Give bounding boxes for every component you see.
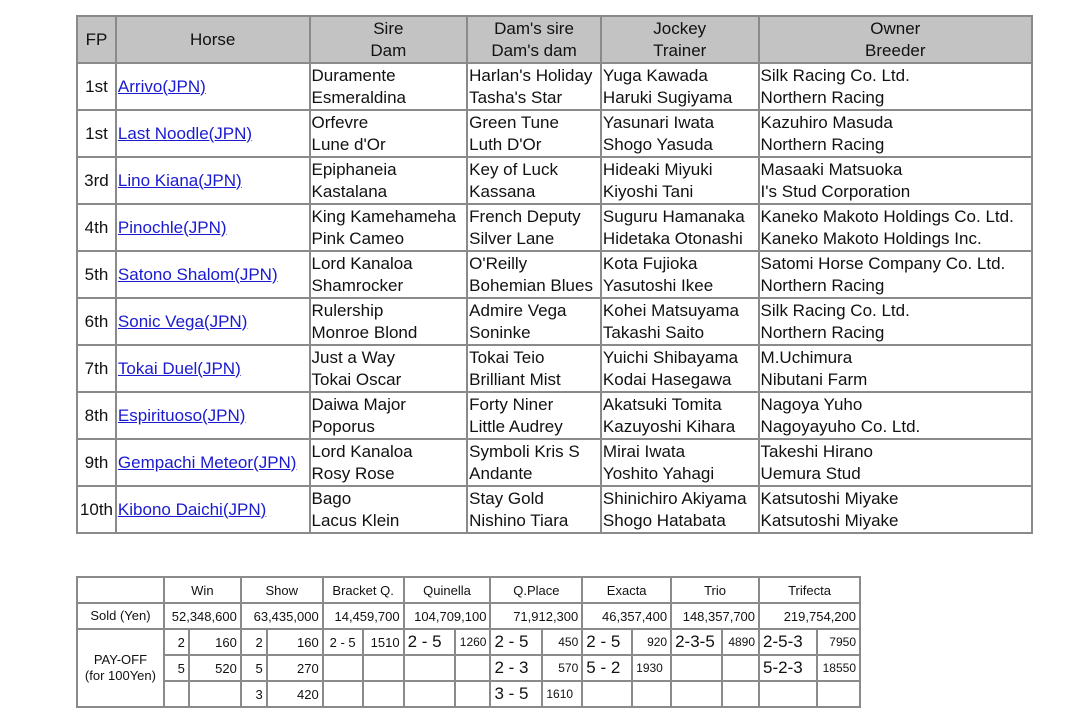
dams-sire: Admire Vega <box>469 300 567 320</box>
sold-show: 63,435,000 <box>241 603 323 629</box>
breeder: Kaneko Makoto Holdings Inc. <box>760 228 982 248</box>
payout-corner <box>77 577 164 603</box>
pedigree-dams-sire-dam-cell <box>467 392 601 439</box>
owner: Takeshi Hirano <box>760 441 873 461</box>
jockey: Hideaki Miyuki <box>602 159 713 179</box>
horse-link[interactable]: Tokai Duel(JPN) <box>117 358 241 378</box>
jockey-trainer-cell <box>601 63 759 110</box>
trainer: Haruki Sugiyama <box>602 87 733 107</box>
payout-header-trifecta: Trifecta <box>759 577 860 603</box>
show-value: 420 <box>267 681 323 707</box>
sire: Orfevre <box>311 112 369 132</box>
payout-header-exacta: Exacta <box>582 577 671 603</box>
result-row <box>77 63 1032 110</box>
trainer: Yasutoshi Ikee <box>602 275 714 295</box>
owner: Nagoya Yuho <box>760 394 863 414</box>
header-owner-breeder <box>759 16 1032 63</box>
payout-header-row <box>77 577 860 603</box>
dam: Esmeraldina <box>311 87 406 107</box>
show-value: 160 <box>267 629 323 655</box>
quinella-combo-empty <box>404 655 456 681</box>
trifecta-combo: 2-5-3 <box>759 629 817 655</box>
header-dams-sire-dam <box>467 16 601 63</box>
jockey-trainer-cell <box>601 298 759 345</box>
owner-breeder-cell <box>759 251 1032 298</box>
header-sire: Sire <box>373 18 404 38</box>
pedigree-dams-sire-dam-cell <box>467 204 601 251</box>
owner: Masaaki Matsuoka <box>760 159 903 179</box>
payoff-label-sub: (for 100Yen) <box>84 668 156 683</box>
pedigree-sire-dam-cell <box>310 439 468 486</box>
dam: Lune d'Or <box>311 134 386 154</box>
horse-link[interactable]: Pinochle(JPN) <box>117 217 227 237</box>
win-value: 160 <box>189 629 241 655</box>
exacta-combo-empty <box>582 681 632 707</box>
dams-dam: Andante <box>469 463 533 483</box>
header-jockey-trainer <box>601 16 759 63</box>
dams-dam: Brilliant Mist <box>469 369 561 389</box>
owner: Katsutoshi Miyake <box>760 488 899 508</box>
jockey: Akatsuki Tomita <box>602 394 722 414</box>
dam: Rosy Rose <box>311 463 395 483</box>
payout-header-bracket-q: Bracket Q. <box>323 577 404 603</box>
trainer: Kodai Hasegawa <box>602 369 732 389</box>
show-combo: 5 <box>241 655 267 681</box>
dams-dam: Bohemian Blues <box>469 275 593 295</box>
header-trainer: Trainer <box>653 40 707 60</box>
payoff-label <box>77 629 164 707</box>
owner: Silk Racing Co. Ltd. <box>760 65 910 85</box>
owner-breeder-cell <box>759 298 1032 345</box>
bracket-q-value: 1510 <box>363 629 404 655</box>
pedigree-sire-dam-cell <box>310 486 468 533</box>
dams-sire: Symboli Kris S <box>469 441 580 461</box>
result-row <box>77 486 1032 533</box>
result-row <box>77 204 1032 251</box>
horse-link[interactable]: Lino Kiana(JPN) <box>117 170 242 190</box>
horse-cell <box>116 345 310 392</box>
dam: Tokai Oscar <box>311 369 402 389</box>
breeder: Nagoyayuho Co. Ltd. <box>760 416 921 436</box>
pedigree-dams-sire-dam-cell <box>467 345 601 392</box>
owner-breeder-cell <box>759 392 1032 439</box>
jockey-trainer-cell <box>601 486 759 533</box>
pedigree-dams-sire-dam-cell <box>467 486 601 533</box>
dam: Lacus Klein <box>311 510 400 530</box>
sold-bracket-q: 14,459,700 <box>323 603 404 629</box>
show-combo: 2 <box>241 629 267 655</box>
pedigree-dams-sire-dam-cell <box>467 251 601 298</box>
q-place-value: 1610 <box>542 681 582 707</box>
quinella-combo-empty <box>404 681 456 707</box>
trifecta-value-empty <box>817 681 860 707</box>
quinella-value-empty <box>455 681 490 707</box>
bracket-q-value-empty <box>363 681 404 707</box>
exacta-combo: 2 - 5 <box>582 629 632 655</box>
header-fp: FP <box>77 16 116 63</box>
header-dams-sire: Dam's sire <box>494 18 574 38</box>
breeder: I's Stud Corporation <box>760 181 911 201</box>
finish-position: 5th <box>77 251 116 298</box>
breeder: Northern Racing <box>760 87 885 107</box>
horse-cell <box>116 110 310 157</box>
finish-position: 7th <box>77 345 116 392</box>
trainer: Shogo Hatabata <box>602 510 726 530</box>
sold-exacta: 46,357,400 <box>582 603 671 629</box>
result-row <box>77 110 1032 157</box>
header-owner: Owner <box>870 18 921 38</box>
jockey: Yuichi Shibayama <box>602 347 739 367</box>
owner-breeder-cell <box>759 157 1032 204</box>
dam: Poporus <box>311 416 375 436</box>
sold-trio: 148,357,700 <box>671 603 759 629</box>
payout-table <box>76 576 861 708</box>
sire: Bago <box>311 488 352 508</box>
sire: Rulership <box>311 300 384 320</box>
payoff-row <box>77 629 860 655</box>
finish-position: 3rd <box>77 157 116 204</box>
trifecta-value: 18550 <box>817 655 860 681</box>
dams-dam: Kassana <box>469 181 536 201</box>
q-place-value: 570 <box>542 655 582 681</box>
horse-cell <box>116 486 310 533</box>
pedigree-sire-dam-cell <box>310 345 468 392</box>
horse-cell <box>116 63 310 110</box>
owner-breeder-cell <box>759 345 1032 392</box>
breeder: Northern Racing <box>760 275 885 295</box>
finish-position: 9th <box>77 439 116 486</box>
horse-link[interactable]: Espirituoso(JPN) <box>117 405 246 425</box>
jockey: Yasunari Iwata <box>602 112 715 132</box>
payoff-row <box>77 655 860 681</box>
trio-value-empty <box>722 655 759 681</box>
owner: Kazuhiro Masuda <box>760 112 893 132</box>
trainer: Kazuyoshi Kihara <box>602 416 736 436</box>
sire: Lord Kanaloa <box>311 441 413 461</box>
jockey-trainer-cell <box>601 157 759 204</box>
q-place-combo: 2 - 3 <box>490 655 542 681</box>
payout-header-show: Show <box>241 577 323 603</box>
jockey: Shinichiro Akiyama <box>602 488 747 508</box>
breeder: Northern Racing <box>760 134 885 154</box>
trio-value-empty <box>722 681 759 707</box>
race-results-table <box>76 15 1033 534</box>
payoff-label-main: PAY-OFF <box>93 652 148 667</box>
dams-sire: Stay Gold <box>469 488 544 508</box>
dam: Monroe Blond <box>311 322 418 342</box>
results-header-row <box>77 16 1032 63</box>
pedigree-dams-sire-dam-cell <box>467 157 601 204</box>
horse-cell <box>116 392 310 439</box>
bracket-q-combo-empty <box>323 681 363 707</box>
owner-breeder-cell <box>759 486 1032 533</box>
jockey-trainer-cell <box>601 345 759 392</box>
pedigree-dams-sire-dam-cell <box>467 110 601 157</box>
exacta-value: 920 <box>632 629 671 655</box>
exacta-value: 1930 <box>632 655 671 681</box>
trio-combo-empty <box>671 655 722 681</box>
dams-sire: Key of Luck <box>469 159 558 179</box>
pedigree-sire-dam-cell <box>310 251 468 298</box>
sire: Duramente <box>311 65 396 85</box>
trio-combo: 2-3-5 <box>671 629 722 655</box>
payout-header-quinella: Quinella <box>404 577 491 603</box>
finish-position: 6th <box>77 298 116 345</box>
horse-cell <box>116 251 310 298</box>
horse-cell <box>116 298 310 345</box>
bracket-q-combo-empty <box>323 655 363 681</box>
q-place-value: 450 <box>542 629 582 655</box>
trifecta-combo: 5-2-3 <box>759 655 817 681</box>
dams-sire: Green Tune <box>469 112 559 132</box>
sold-quinella: 104,709,100 <box>404 603 491 629</box>
horse-link[interactable]: Gempachi Meteor(JPN) <box>117 452 297 472</box>
finish-position: 10th <box>77 486 116 533</box>
dams-dam: Tasha's Star <box>469 87 563 107</box>
horse-link[interactable]: Arrivo(JPN) <box>117 76 206 96</box>
payoff-row <box>77 681 860 707</box>
win-combo-empty <box>164 681 189 707</box>
exacta-combo: 5 - 2 <box>582 655 632 681</box>
dams-dam: Silver Lane <box>469 228 555 248</box>
payout-header-trio: Trio <box>671 577 759 603</box>
jockey-trainer-cell <box>601 110 759 157</box>
jockey: Mirai Iwata <box>602 441 686 461</box>
sold-q-place: 71,912,300 <box>490 603 582 629</box>
dams-sire: Tokai Teio <box>469 347 545 367</box>
payout-body <box>77 577 860 707</box>
dam: Shamrocker <box>311 275 404 295</box>
jockey: Yuga Kawada <box>602 65 708 85</box>
header-breeder: Breeder <box>865 40 926 60</box>
header-horse: Horse <box>116 16 310 63</box>
pedigree-dams-sire-dam-cell <box>467 439 601 486</box>
payout-header-win: Win <box>164 577 241 603</box>
jockey-trainer-cell <box>601 251 759 298</box>
jockey-trainer-cell <box>601 392 759 439</box>
sold-win: 52,348,600 <box>164 603 241 629</box>
trio-combo-empty <box>671 681 722 707</box>
pedigree-sire-dam-cell <box>310 63 468 110</box>
sire: Just a Way <box>311 347 395 367</box>
dams-sire: Harlan's Holiday <box>469 65 593 85</box>
finish-position: 8th <box>77 392 116 439</box>
trifecta-combo-empty <box>759 681 817 707</box>
horse-cell <box>116 439 310 486</box>
trainer: Takashi Saito <box>602 322 705 342</box>
payout-sold-row <box>77 603 860 629</box>
dam: Pink Cameo <box>311 228 405 248</box>
breeder: Katsutoshi Miyake <box>760 510 899 530</box>
win-value-empty <box>189 681 241 707</box>
dams-dam: Little Audrey <box>469 416 563 436</box>
bracket-q-combo: 2 - 5 <box>323 629 363 655</box>
jockey: Suguru Hamanaka <box>602 206 745 226</box>
result-row <box>77 392 1032 439</box>
breeder: Northern Racing <box>760 322 885 342</box>
finish-position: 1st <box>77 63 116 110</box>
trainer: Yoshito Yahagi <box>602 463 715 483</box>
pedigree-dams-sire-dam-cell <box>467 298 601 345</box>
owner-breeder-cell <box>759 110 1032 157</box>
pedigree-sire-dam-cell <box>310 298 468 345</box>
horse-cell <box>116 157 310 204</box>
dam: Kastalana <box>311 181 388 201</box>
result-row <box>77 251 1032 298</box>
jockey-trainer-cell <box>601 204 759 251</box>
header-dam: Dam <box>370 40 407 60</box>
horse-link[interactable]: Last Noodle(JPN) <box>117 123 253 143</box>
win-value: 520 <box>189 655 241 681</box>
results-body <box>77 63 1032 533</box>
bracket-q-value-empty <box>363 655 404 681</box>
jockey: Kohei Matsuyama <box>602 300 739 320</box>
sold-trifecta: 219,754,200 <box>759 603 860 629</box>
win-combo: 5 <box>164 655 189 681</box>
quinella-combo: 2 - 5 <box>404 629 456 655</box>
sold-label: Sold (Yen) <box>77 603 164 629</box>
show-combo: 3 <box>241 681 267 707</box>
result-row <box>77 345 1032 392</box>
sire: Lord Kanaloa <box>311 253 413 273</box>
owner-breeder-cell <box>759 439 1032 486</box>
q-place-combo: 2 - 5 <box>490 629 542 655</box>
quinella-value: 1260 <box>455 629 490 655</box>
trainer: Shogo Yasuda <box>602 134 713 154</box>
pedigree-sire-dam-cell <box>310 110 468 157</box>
header-sire-dam <box>310 16 468 63</box>
breeder: Nibutani Farm <box>760 369 868 389</box>
sire: Epiphaneia <box>311 159 397 179</box>
horse-link[interactable]: Satono Shalom(JPN) <box>117 264 278 284</box>
owner-breeder-cell <box>759 63 1032 110</box>
win-combo: 2 <box>164 629 189 655</box>
trifecta-value: 7950 <box>817 629 860 655</box>
q-place-combo: 3 - 5 <box>490 681 542 707</box>
owner: Satomi Horse Company Co. Ltd. <box>760 253 1006 273</box>
sire: King Kamehameha <box>311 206 457 226</box>
trio-value: 4890 <box>722 629 759 655</box>
header-dams-dam: Dam's dam <box>491 40 577 60</box>
dams-dam: Luth D'Or <box>469 134 542 154</box>
jockey-trainer-cell <box>601 439 759 486</box>
dams-sire: Forty Niner <box>469 394 554 414</box>
pedigree-sire-dam-cell <box>310 204 468 251</box>
pedigree-sire-dam-cell <box>310 157 468 204</box>
dams-sire: French Deputy <box>469 206 581 226</box>
owner: M.Uchimura <box>760 347 853 367</box>
finish-position: 4th <box>77 204 116 251</box>
breeder: Uemura Stud <box>760 463 861 483</box>
result-row <box>77 298 1032 345</box>
sire: Daiwa Major <box>311 394 406 414</box>
horse-link[interactable]: Kibono Daichi(JPN) <box>117 499 267 519</box>
pedigree-sire-dam-cell <box>310 392 468 439</box>
horse-link[interactable]: Sonic Vega(JPN) <box>117 311 248 331</box>
owner: Kaneko Makoto Holdings Co. Ltd. <box>760 206 1014 226</box>
result-row <box>77 157 1032 204</box>
header-jockey: Jockey <box>653 18 707 38</box>
dams-dam: Soninke <box>469 322 531 342</box>
finish-position: 1st <box>77 110 116 157</box>
exacta-value-empty <box>632 681 671 707</box>
quinella-value-empty <box>455 655 490 681</box>
owner: Silk Racing Co. Ltd. <box>760 300 910 320</box>
owner-breeder-cell <box>759 204 1032 251</box>
dams-sire: O'Reilly <box>469 253 528 273</box>
show-value: 270 <box>267 655 323 681</box>
trainer: Kiyoshi Tani <box>602 181 694 201</box>
jockey: Kota Fujioka <box>602 253 698 273</box>
payout-header-q-place: Q.Place <box>490 577 582 603</box>
horse-cell <box>116 204 310 251</box>
trainer: Hidetaka Otonashi <box>602 228 743 248</box>
dams-dam: Nishino Tiara <box>469 510 569 530</box>
result-row <box>77 439 1032 486</box>
pedigree-dams-sire-dam-cell <box>467 63 601 110</box>
